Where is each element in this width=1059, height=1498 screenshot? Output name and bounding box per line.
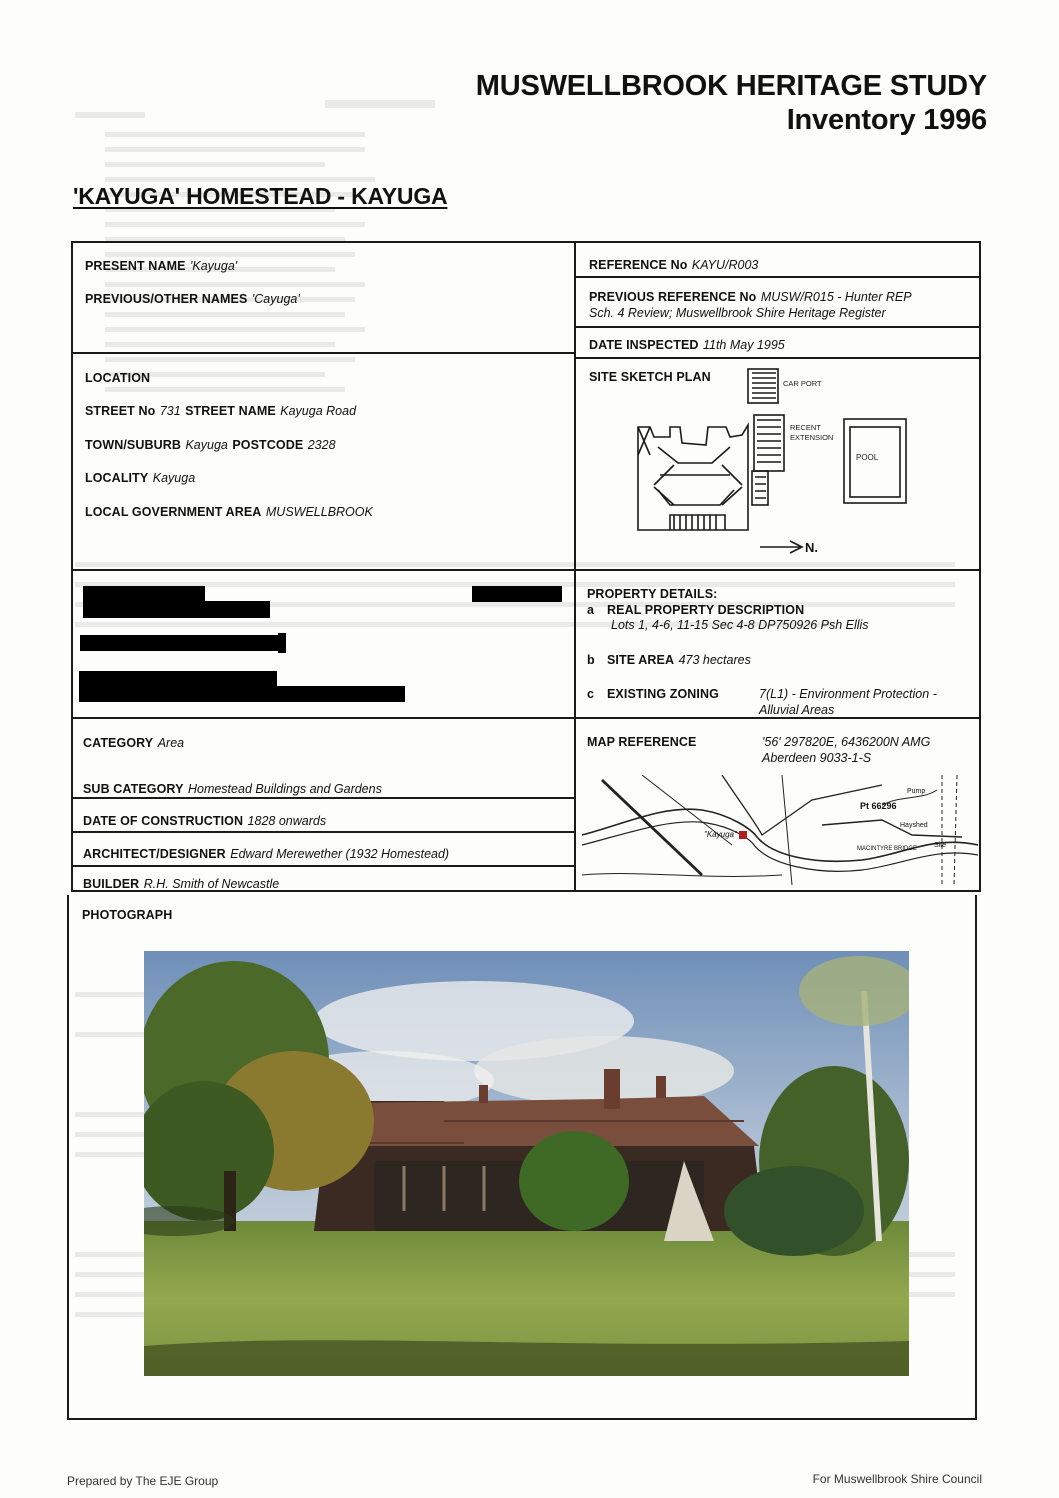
previous-reference-value-1: MUSW/R015 - Hunter REP	[760, 290, 912, 304]
postcode-value: 2328	[307, 438, 336, 452]
photograph-label: PHOTOGRAPH	[82, 908, 173, 922]
map-site-annotation: Site	[934, 842, 947, 849]
real-property-value: Lots 1, 4-6, 11-15 Sec 4-8 DP750926 Psh Ellis	[611, 618, 869, 632]
date-inspected-value: 11th May 1995	[702, 338, 785, 352]
zoning-value-2: Alluvial Areas	[759, 703, 835, 717]
zoning-row	[587, 685, 719, 703]
previous-reference-row-2	[589, 304, 886, 322]
site-sketch-label: SITE SKETCH PLAN	[589, 370, 711, 384]
real-property-marker: a	[587, 603, 595, 617]
street-row	[85, 402, 356, 420]
map-lot-annotation: Pt 66296	[860, 801, 897, 811]
reference-row	[589, 256, 758, 274]
location-map	[582, 775, 978, 885]
map-reference-value-1: '56' 297820E, 6436200N AMG	[762, 735, 931, 749]
map-bridge-annotation: MACINTYRE BRIDGE	[857, 846, 918, 852]
category-value: Area	[157, 736, 185, 750]
map-reference-row	[587, 733, 696, 751]
sub-category-row	[83, 780, 382, 798]
architect-value: Edward Merewether (1932 Homestead)	[230, 847, 450, 861]
builder-value: R.H. Smith of Newcastle	[143, 877, 280, 891]
previous-names-value: 'Cayuga'	[251, 292, 300, 306]
site-area-value: 473 hectares	[678, 653, 751, 667]
real-property-value-row	[611, 616, 869, 634]
footer-prepared-by: Prepared by The EJE Group	[67, 1474, 219, 1488]
north-arrow	[760, 541, 802, 553]
map-pump-annotation: Pump	[907, 788, 926, 795]
study-title-block	[476, 70, 987, 137]
north-label: N.	[805, 540, 818, 555]
lga-label: LOCAL GOVERNMENT AREA	[85, 505, 262, 519]
town-label: TOWN/SUBURB	[85, 438, 182, 452]
street-name-label: STREET NAME	[185, 404, 276, 418]
builder-label: BUILDER	[83, 877, 140, 891]
property-details-heading: PROPERTY DETAILS:	[587, 587, 718, 601]
previous-reference-label: PREVIOUS REFERENCE No	[589, 290, 757, 304]
previous-names-row	[85, 290, 300, 308]
site-area-label: SITE AREA	[607, 653, 675, 667]
site-area-row	[587, 651, 751, 669]
construction-date-label: DATE OF CONSTRUCTION	[83, 814, 244, 828]
site-area-marker: b	[587, 653, 595, 667]
location-heading-row	[85, 369, 150, 387]
construction-date-row	[83, 812, 326, 830]
extension-annotation: EXTENSION	[790, 433, 834, 442]
town-value: Kayuga	[185, 438, 228, 452]
footer-for-council: For Muswellbrook Shire Council	[812, 1472, 982, 1486]
category-label: CATEGORY	[83, 736, 154, 750]
zoning-label: EXISTING ZONING	[607, 687, 719, 701]
zoning-value-row-2	[759, 701, 834, 719]
builder-row	[83, 875, 279, 893]
architect-label: ARCHITECT/DESIGNER	[83, 847, 226, 861]
present-name-label: PRESENT NAME	[85, 259, 186, 273]
map-reference-value-2: Aberdeen 9033-1-S	[762, 751, 872, 765]
map-reference-label: MAP REFERENCE	[587, 735, 697, 749]
real-property-label: REAL PROPERTY DESCRIPTION	[607, 603, 805, 617]
date-inspected-label: DATE INSPECTED	[589, 338, 699, 352]
previous-reference-value-2: Sch. 4 Review; Muswellbrook Shire Heritage Register	[589, 306, 886, 320]
present-name-row	[85, 257, 237, 275]
lga-value: MUSWELLBROOK	[265, 505, 373, 519]
architect-row	[83, 845, 449, 863]
study-title: MUSWELLBROOK HERITAGE STUDY	[475, 70, 987, 102]
homestead-photograph	[144, 951, 909, 1376]
recent-annotation: RECENT	[790, 423, 821, 432]
zoning-value-1: 7(L1) - Environment Protection -	[759, 687, 937, 701]
locality-row	[85, 469, 195, 487]
present-name-value: 'Kayuga'	[189, 259, 238, 273]
street-no-label: STREET No	[85, 404, 156, 418]
sub-category-label: SUB CATEGORY	[83, 782, 184, 796]
locality-value: Kayuga	[152, 471, 196, 485]
reference-value: KAYU/R003	[691, 258, 759, 272]
street-name-value: Kayuga Road	[280, 404, 357, 418]
map-reference-value-row-2	[762, 749, 871, 767]
date-inspected-row	[589, 336, 785, 354]
construction-date-value: 1828 onwards	[247, 814, 327, 828]
sub-category-value: Homestead Buildings and Gardens	[187, 782, 382, 796]
town-row	[85, 436, 336, 454]
zoning-marker: c	[587, 687, 595, 701]
study-subtitle: Inventory 1996	[786, 103, 987, 136]
location-heading: LOCATION	[85, 371, 151, 385]
lga-row	[85, 503, 373, 521]
site-sketch-plan	[630, 365, 930, 560]
locality-label: LOCALITY	[85, 471, 149, 485]
car-port-annotation: CAR PORT	[783, 379, 822, 388]
photograph-label-row	[82, 906, 172, 924]
site-marker	[739, 831, 747, 839]
street-no-value: 731	[159, 404, 181, 418]
postcode-label: POSTCODE	[232, 438, 304, 452]
category-row	[83, 734, 184, 752]
pool-annotation: POOL	[856, 453, 879, 462]
reference-label: REFERENCE No	[589, 258, 688, 272]
map-hayshed-annotation: Hayshed	[900, 822, 928, 829]
property-title: 'KAYUGA' HOMESTEAD - KAYUGA	[73, 183, 448, 209]
previous-names-label: PREVIOUS/OTHER NAMES	[85, 292, 248, 306]
map-kayuga-annotation: "Kayuga"	[704, 830, 737, 839]
